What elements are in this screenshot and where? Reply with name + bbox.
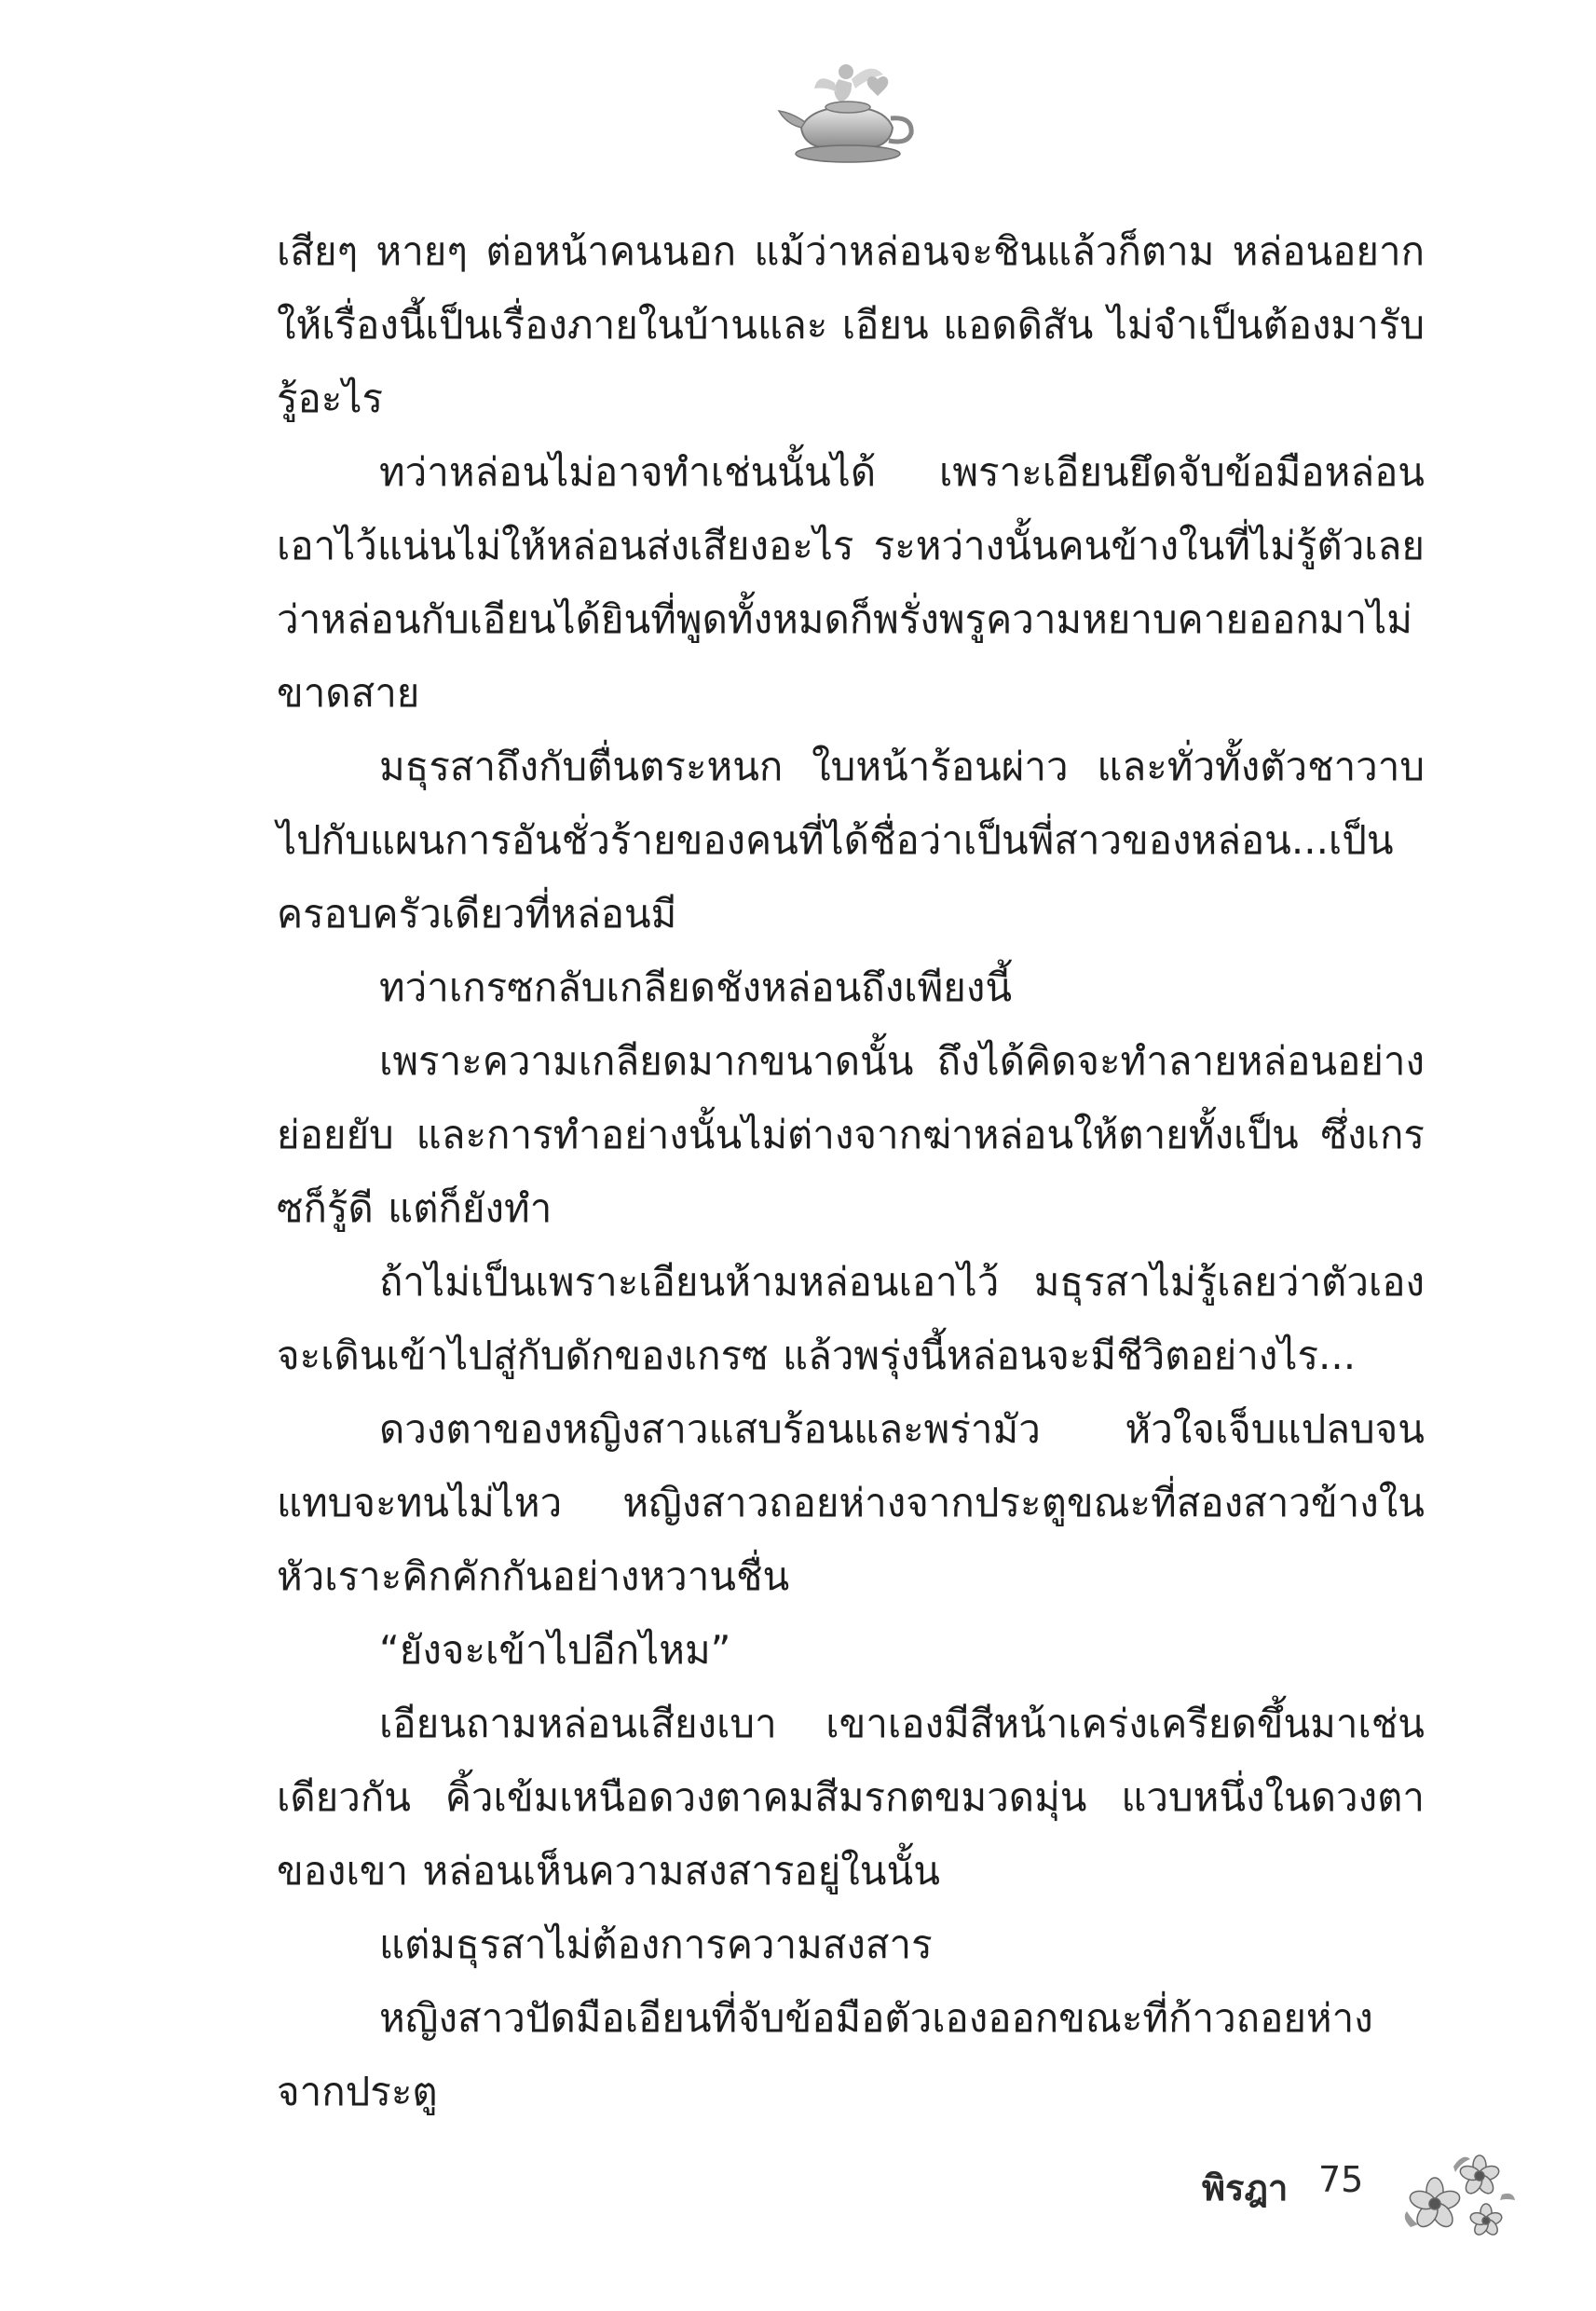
flower-cluster-icon [1398,2139,1519,2250]
page-footer [1183,2139,1519,2250]
body-paragraph: เสียๆ หายๆ ต่อหน้าคนนอก แม้ว่าหล่อนจะชินแล้วก็ตาม หล่อนอยากให้เรื่องนี้เป็นเรื่องภายในบ้านและ เอียน แอดดิสัน ไม่จำเป็นต้องมารับรู้อะไร [277,228,1425,421]
body-paragraph: เพราะความเกลียดมากขนาดนั้น ถึงได้คิดจะทำลายหล่อนอย่างย่อยยับ และการทำอย่างนั้นไม่ต่างจากฆ่าหล่อนให้ตายทั้งเป็น ซึ่งเกรซก็รู้ดี แต่ก็ยังทำ [277,1038,1425,1231]
footer-author: พิรฎา [1202,2167,1289,2208]
body-paragraph: เอียนถามหล่อนเสียงเบา เขาเองมีสีหน้าเคร่งเครียดขึ้นมาเช่นเดียวกัน คิ้วเข้มเหนือดวงตาคมสีมรกตขมวดมุ่น แวบหนึ่งในดวงตาของเขา หล่อนเห็นความสงสารอยู่ในนั้น [277,1701,1425,1894]
body-paragraph: มธุรสาถึงกับตื่นตระหนก ใบหน้าร้อนผ่าว และทั่วทั้งตัวชาวาบไปกับแผนการอันชั่วร้ายของคนที่ได้ชื่อว่าเป็นพี่สาวของหล่อน...เป็นครอบครัวเดียวที่หล่อนมี [277,744,1425,937]
body-paragraph: ดวงตาของหญิงสาวแสบร้อนและพร่ามัว หัวใจเจ็บแปลบจนแทบจะทนไม่ไหว หญิงสาวถอยห่างจากประตูขณะที่สองสาวข้างในหัวเราะคิกคักกันอย่างหวานชื่น [277,1406,1425,1599]
page-number: 75 [1318,2159,1364,2200]
body-paragraph: หญิงสาวปัดมือเอียนที่จับข้อมือตัวเองออกขณะที่ก้าวถอยห่างจากประตู [277,1995,1373,2114]
body-paragraph: “ยังจะเข้าไปอีกไหม” [379,1627,731,1673]
body-paragraph: ทว่าหล่อนไม่อาจทำเช่นนั้นได้ เพราะเอียนยึดจับข้อมือหล่อนเอาไว้แน่นไม่ให้หล่อนส่งเสียงอะไร ระหว่างนั้นคนข้างในที่ไม่รู้ตัวเลยว่าหล่อนกับเอียนได้ยินที่พูดทั้งหมดก็พรั่งพรูความหยาบคายออกมาไม่ขาดสาย [277,449,1425,716]
text-body [277,214,1425,2128]
body-paragraph: แต่มธุรสาไม่ต้องการความสงสาร [379,1921,933,1967]
body-paragraph: ถ้าไม่เป็นเพราะเอียนห้ามหล่อนเอาไว้ มธุรสาไม่รู้เลยว่าตัวเองจะเดินเข้าไปสู่กับดักของเกรซ แล้วพรุ่งนี้หล่อนจะมีชีวิตอย่างไร... [277,1259,1425,1378]
body-paragraph: ทว่าเกรซกลับเกลียดชังหล่อนถึงเพียงนี้ [379,964,1013,1010]
teapot-cupid-icon [773,51,922,172]
